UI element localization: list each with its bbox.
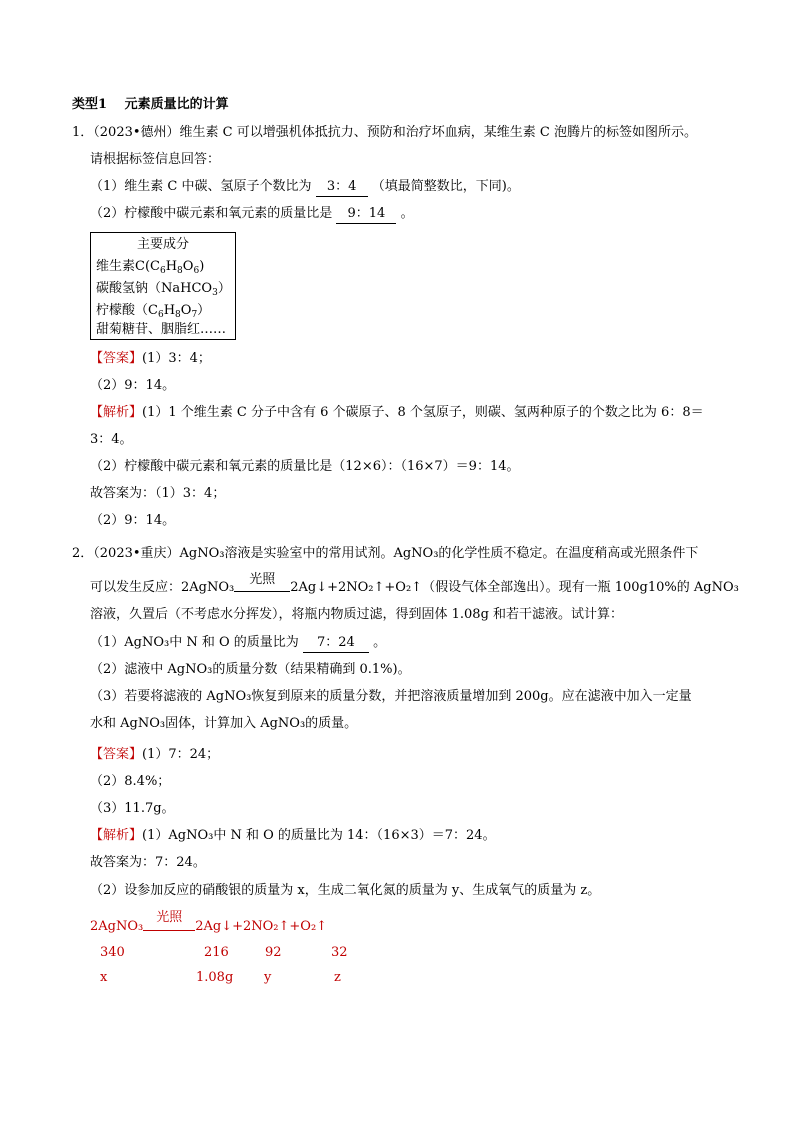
unknown-x: x	[100, 970, 108, 985]
q1-analysis1b: 3：4。	[90, 432, 133, 447]
q2-answer1: (1）7：24；	[142, 747, 220, 762]
q2-sub1	[90, 634, 386, 653]
q1-answer-tag: 【答案】	[90, 351, 143, 366]
q1-analysis-line1	[90, 404, 704, 422]
q2-stem-line1: 2．（2023•重庆）AgNO₃溶液是实验室中的常用试剂。AgNO₃的化学性质不稳定。在温度稍高或光照条件下	[72, 546, 699, 561]
q1-sub1-text: （1）维生素 C 中碳、氢原子个数比为	[90, 179, 312, 194]
q2-analysis-line1	[90, 827, 496, 845]
q2-final-answer: 故答案为：7：24。	[90, 855, 206, 870]
q2-stem-line2	[90, 572, 739, 597]
label-row-citric-acid: 柠檬酸$(C_6H_8O_7)$	[96, 303, 211, 320]
q1-sub2-end: 。	[400, 206, 414, 221]
label-row-sodium-bicarbonate: 碳酸氢钠（NaHCO$_3$）	[96, 281, 231, 298]
q2-reaction-equation	[90, 910, 328, 936]
reaction-arrow-line	[234, 591, 290, 592]
q1-answer1: (1）3：4；	[142, 351, 211, 366]
q2-analysis-tag: 【解析】	[90, 828, 143, 843]
q2-equation-right: 2Ag↓+2NO₂↑+O₂↑（假设气体全部逸出）。现有一瓶 100g10%的 AgNO₃	[290, 580, 739, 595]
unknown-y: y	[264, 970, 272, 985]
q1-analysis1: (1）1 个维生素 C 分子中含有 6 个碳原子、8 个氢原子，则碳、氢两种原子的个数之比为 6：8＝	[142, 405, 704, 420]
q2-equation-left: 可以发生反应：2AgNO₃	[90, 580, 235, 595]
mass-o2: 32	[331, 945, 348, 960]
q1-answer2: （2）9：14。	[90, 378, 176, 393]
q1-final-answer-b: （2）9：14。	[90, 513, 176, 528]
q2-sub1-end: 。	[373, 635, 387, 650]
q2-reaction-condition	[143, 910, 195, 936]
q2-reaction-left: 2AgNO₃	[90, 919, 144, 934]
q1-answer-line1	[90, 350, 211, 368]
q2-sub1-text: （1）AgNO₃中 N 和 O 的质量比为	[90, 635, 299, 650]
q2-sub1-answer: 7：24	[303, 634, 369, 653]
q1-sub2-answer: 9：14	[336, 205, 396, 224]
mass-ag: 216	[204, 945, 229, 960]
q1-stem-line1: 1．（2023•德州）维生素 C 可以增强机体抵抗力、预防和治疗坏血病，某维生素 C 泡腾片的标签如图所示。	[72, 125, 697, 140]
q1-sub1-note: （填最简整数比，下同)。	[371, 179, 520, 194]
q1-final-answer-a: 故答案为：（1）3：4；	[90, 486, 226, 501]
q2-sub3-line2: 水和 AgNO₃固体，计算加入 AgNO₃的质量。	[90, 716, 358, 731]
label-row-vitamin-c: 维生素$C(C_6H_8O_6)$	[96, 259, 205, 276]
q2-answer2: （2）8.4%；	[90, 774, 171, 789]
q2-analysis1: (1）AgNO₃中 N 和 O 的质量比为 14：（16×3）＝7：24。	[142, 828, 496, 843]
reaction-condition-text: 光照	[249, 572, 276, 587]
q1-sub1-answer: 3：4	[316, 178, 368, 197]
q2-sub2: （2）滤液中 AgNO₃的质量分数（结果精确到 0.1%)。	[90, 662, 411, 677]
reaction-condition	[234, 572, 290, 597]
unknown-ag-mass: 1.08g	[196, 970, 234, 985]
q1-sub1	[90, 178, 520, 197]
q2-answer-line1	[90, 746, 219, 764]
q1-analysis-tag: 【解析】	[90, 405, 143, 420]
product-label-box	[90, 232, 236, 340]
q2-answer-tag: 【答案】	[90, 747, 143, 762]
mass-no2: 92	[265, 945, 282, 960]
mass-agno3: 340	[100, 945, 125, 960]
q2-sub3-line1: （3）若要将滤液的 AgNO₃恢复到原来的质量分数，并把溶液质量增加到 200g。应在滤液中加入一定量	[90, 689, 692, 704]
q2-answer3: （3）11.7g。	[90, 801, 175, 816]
q2-stem-line3: 溶液，久置后（不考虑水分挥发），将瓶内物质过滤，得到固体 1.08g 和若干滤液。试计算：	[90, 607, 624, 622]
section-title: 类型1 元素质量比的计算	[72, 97, 229, 112]
q1-sub2	[90, 205, 414, 224]
q1-analysis2: （2）柠檬酸中碳元素和氧元素的质量比是（12×6）：（16×7）＝9：14。	[90, 459, 520, 474]
q1-stem-line2: 请根据标签信息回答：	[90, 152, 221, 167]
unknown-z: z	[334, 970, 341, 985]
q1-sub2-text: （2）柠檬酸中碳元素和氧元素的质量比是	[90, 206, 333, 221]
q2-analysis2: （2）设参加反应的硝酸银的质量为 x，生成二氧化氮的质量为 y、生成氧气的质量为 z。	[90, 883, 601, 898]
label-row-additives: 甜菊糖苷、胭脂红……	[96, 322, 227, 337]
label-title: 主要成分	[136, 237, 189, 252]
q2-reaction-condition-text: 光照	[156, 910, 183, 925]
q2-reaction-right: 2Ag↓+2NO₂↑+O₂↑	[195, 919, 328, 934]
q2-reaction-arrow-line	[143, 930, 195, 931]
